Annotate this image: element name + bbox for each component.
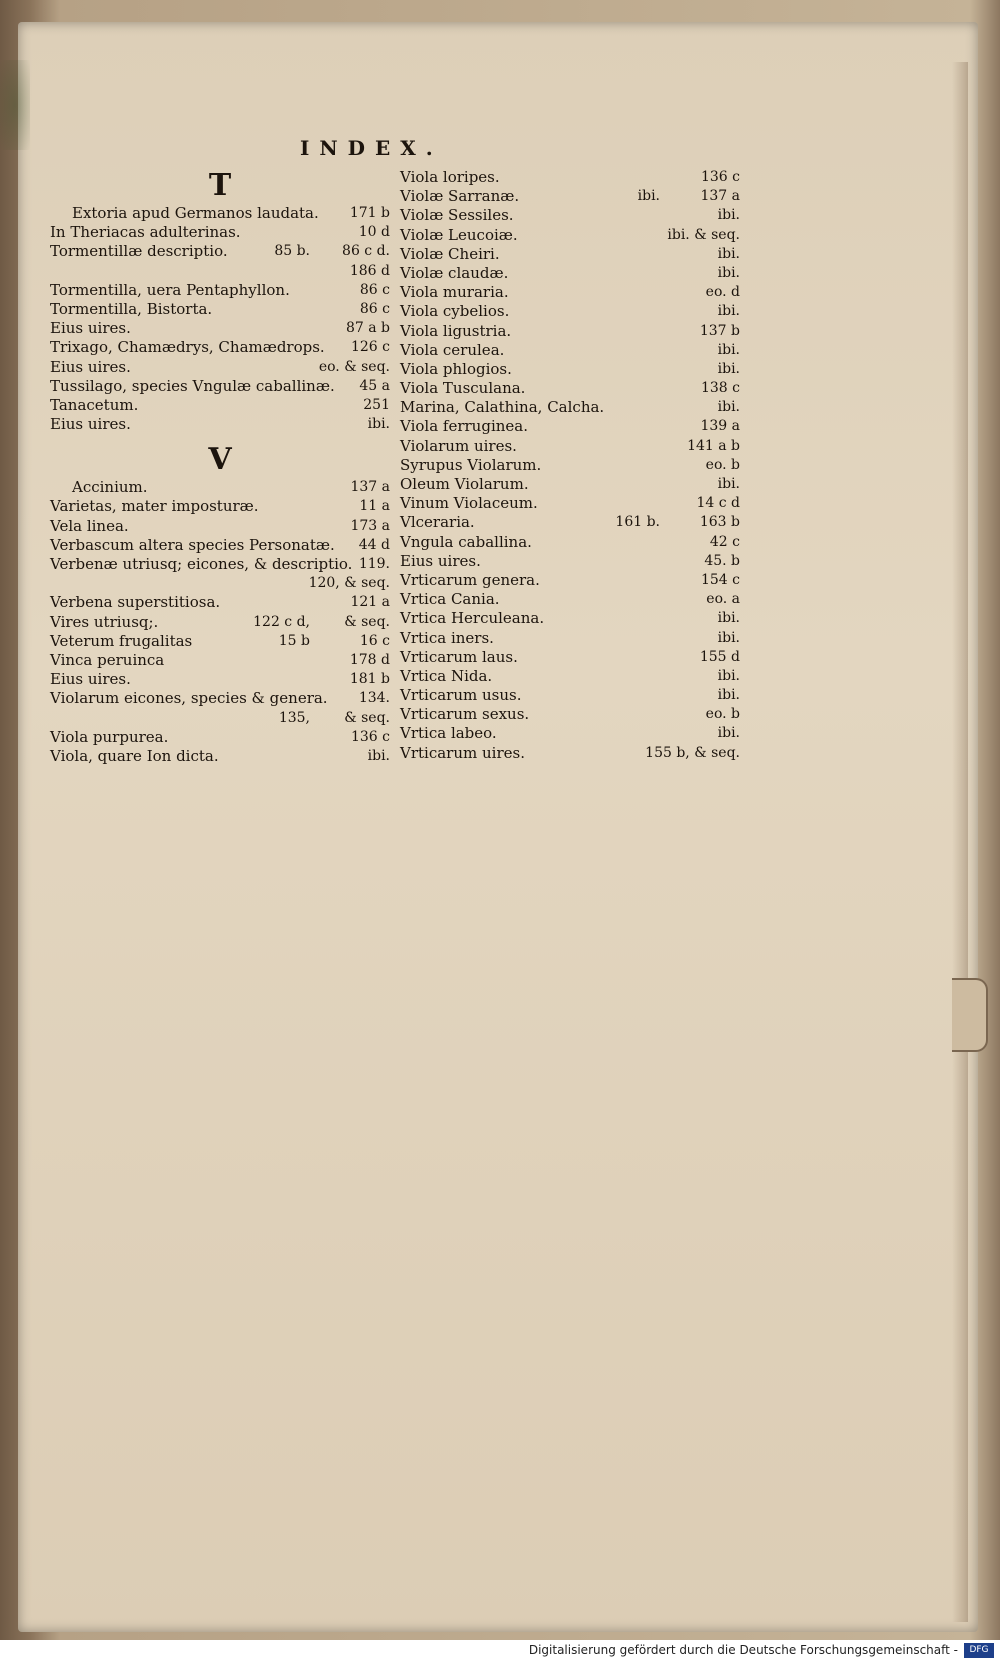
index-page-ref: ibi. [367,416,390,433]
footer-credit: Digitalisierung gefördert durch die Deutsche Forschungsgemeinschaft - [528,1643,958,1657]
index-page-ref: 137 a [350,479,390,496]
plant-stain [0,60,30,150]
index-entry [400,648,740,667]
index-page-ref: 137 a [700,188,740,205]
index-term: Oleum Violarum. [400,475,529,493]
index-term: Viola cerulea. [400,340,505,359]
index-entry [400,629,740,648]
index-term: Eius uires. [50,415,131,434]
index-page-ref-secondary: 135, [278,709,310,726]
index-entry [50,319,390,338]
index-entry [400,475,740,494]
index-entry [50,651,390,670]
index-entry [400,456,740,475]
index-page-ref: ibi. [717,399,740,416]
index-page-ref: 139 a [700,418,740,435]
index-entry [400,513,740,532]
index-page-ref: eo. b [705,706,740,723]
index-term: Violæ Cheiri. [400,244,500,263]
index-term: Tormentilla, uera Pentaphyllon. [50,280,290,299]
index-entry [50,478,390,497]
footer-bar [0,1640,1000,1661]
index-page-ref: ibi. [717,207,740,224]
index-page-ref: 45 a [359,377,390,394]
index-term: Trixago, Chamædrys, Chamædrops. [50,338,325,357]
index-page-ref: 121 a [350,594,390,611]
page-edge-shadow [952,62,968,1622]
index-page-ref: 155 d [699,648,740,665]
index-page-ref: 87 a b [345,320,390,337]
bookmark-tab [952,978,988,1052]
index-term: Vrticarum laus. [400,647,518,666]
index-term: Marina, Calathina, Calcha. [400,398,605,417]
right-column [400,168,740,763]
index-entry [400,609,740,628]
index-term: Viola ligustria. [400,321,512,340]
index-page-ref: 173 a [350,517,390,534]
index-page-ref: 126 c [350,339,390,356]
left-column [50,168,390,766]
index-term: Veterum frugalitas [50,631,193,650]
index-entry [400,206,740,225]
index-entry [400,437,740,456]
index-entry [50,281,390,300]
index-page-ref-secondary: 85 b. [274,243,310,260]
index-entry [50,593,390,612]
index-page-ref: & seq. [344,613,390,630]
index-term: Viola Tusculana. [400,379,526,398]
index-entry [50,377,390,396]
index-page-ref-secondary: ibi. [637,188,660,205]
section-letter-heading [50,442,390,478]
section-letter-heading [50,168,390,204]
index-page-ref: 141 a b [687,437,740,454]
index-term: Violarum eicones, species & genera. [50,689,328,708]
index-term: Eius uires. [50,319,131,338]
index-page-ref: 119. [358,556,390,572]
index-entry [50,536,390,555]
index-page-ref: ibi. [717,667,740,684]
index-entry [400,494,740,513]
index-term: Violæ Sarranæ. [400,187,520,206]
index-term: In Theriacas adulterinas. [50,223,241,242]
index-entry [50,632,390,651]
index-term: Violæ claudæ. [400,263,509,282]
index-term: Violæ Leucoiæ. [400,225,518,244]
index-entry [50,396,390,415]
index-entry [400,322,740,341]
index-term: Syrupus Violarum. [400,455,542,474]
index-term: Violarum uires. [400,436,517,455]
index-entry [400,283,740,302]
index-entry [400,571,740,590]
index-term: Eius uires. [50,670,131,689]
index-term: Verbena superstitiosa. [50,593,221,612]
index-entry [50,728,390,747]
index-term: Vrticarum sexus. [400,705,530,724]
index-term: Viola, quare Ion dicta. [50,746,219,765]
index-page-ref: 42 c [709,533,740,550]
index-entry [50,358,390,377]
index-term: Vela linea. [50,516,129,535]
index-page-ref: ibi. [717,245,740,262]
index-entry [400,226,740,245]
index-term: Tanacetum. [50,395,139,414]
index-page-ref: ibi. [717,476,740,492]
index-term: Extoria apud Germanos laudata. [72,204,319,222]
index-term: Tormentilla, Bistorta. [50,299,213,318]
index-entry [50,517,390,536]
section-letter: V [208,442,232,478]
index-page-ref: & seq. [344,709,390,726]
index-term: Vrtica Cania. [400,590,500,609]
index-term: Vrtica iners. [400,628,494,647]
index-entry [50,300,390,319]
index-page-ref: eo. b [705,456,740,473]
index-entry [400,168,740,187]
index-term: Vinum Violaceum. [400,494,538,513]
index-entry [50,497,390,516]
index-term: Vrtica Herculeana. [400,609,545,628]
index-page-ref: ibi. [367,747,390,764]
index-term: Violæ Sessiles. [400,206,514,225]
index-page-ref: 11 a [359,498,390,515]
index-page-ref: ibi. [717,725,740,742]
index-term: Vrticarum usus. [400,686,522,705]
index-page-ref: 178 d [349,651,390,668]
index-term: Vngula caballina. [400,532,532,551]
index-page-ref: 136 c [700,169,740,185]
index-page-ref: ibi. [717,687,740,704]
index-page-ref: ibi. [717,360,740,377]
index-page-ref-secondary: 161 b. [615,514,660,531]
index-term: Vinca peruinca [50,650,165,669]
index-entry [400,552,740,571]
page-header: INDEX. [300,136,443,160]
index-term: Viola cybelios. [400,302,510,321]
index-page-ref: 45. b [704,552,740,569]
index-term: Varietas, mater imposturæ. [50,497,259,516]
index-entry [50,242,390,261]
index-term: Viola ferruginea. [400,417,528,436]
index-entry [400,341,740,360]
index-page-ref: 154 c [700,571,740,588]
index-term: Verbascum altera species Personatæ. [50,535,335,554]
index-term: Vlceraria. [400,513,475,532]
index-page-ref: ibi. [717,610,740,627]
index-entry [400,705,740,724]
index-term: Tussilago, species Vngulæ caballinæ. [50,376,335,395]
index-entry [50,689,390,708]
index-term: Viola loripes. [400,168,500,186]
index-term: Verbenæ utriusq; eicones, & descriptio. [50,555,353,573]
index-term: Vrtica labeo. [400,724,497,743]
index-page-ref: ibi. [717,629,740,646]
index-page-ref: 181 b [349,671,390,688]
index-page-ref: 44 d [358,536,390,553]
index-term: Eius uires. [400,551,481,570]
index-entry [50,338,390,357]
index-page-ref: ibi. [717,303,740,320]
index-page-ref: 171 b [349,205,390,221]
index-page-ref: ibi. & seq. [667,226,740,243]
index-entry [50,613,390,632]
dfg-logo: DFG [964,1643,994,1658]
index-entry [400,245,740,264]
index-term: Vrticarum uires. [400,743,525,762]
index-entry [50,670,390,689]
index-entry [50,747,390,766]
index-entry [400,360,740,379]
index-page-ref: 86 c d. [342,243,390,260]
index-page-ref-secondary: 15 b [278,632,310,649]
index-entry [400,724,740,743]
index-entry [50,709,390,728]
index-page-ref: 138 c [700,380,740,397]
index-page-ref-secondary: 122 c d, [253,613,310,630]
index-entry [400,667,740,686]
index-page-ref: eo. & seq. [318,358,390,375]
index-page-ref: ibi. [717,264,740,281]
index-entry [400,264,740,283]
index-page-ref: 10 d [358,224,390,241]
index-page-ref: 120, & seq. [308,575,390,592]
index-page-ref: eo. d [705,284,740,301]
index-entry [50,223,390,242]
index-entry [400,533,740,552]
index-term: Accinium. [72,478,148,497]
index-page-ref: 136 c [350,728,390,745]
index-entry [400,686,740,705]
index-page-ref: 186 d [349,262,390,279]
index-term: Vrtica Nida. [400,666,493,685]
index-entry [400,417,740,436]
index-page-ref: 137 b [699,322,740,339]
index-entry [400,187,740,206]
index-term: Viola muraria. [400,283,509,302]
index-term: Tormentillæ descriptio. [50,242,228,261]
index-page-ref: 86 c [359,300,390,317]
index-entry [400,302,740,321]
index-term: Viola purpurea. [50,727,169,746]
index-term: Vires utriusq;. [50,612,159,631]
section-letter: T [208,168,232,203]
index-term: Vrticarum genera. [400,570,540,589]
index-page-ref: 14 c d [696,495,740,512]
index-entry [50,415,390,434]
index-term: Viola phlogios. [400,359,512,378]
index-entry [400,744,740,763]
index-entry [50,262,390,281]
index-page-ref: 163 b [699,514,740,531]
index-entry [50,555,390,574]
index-entry [50,204,390,223]
index-entry [400,590,740,609]
index-page-ref: 251 [363,396,390,413]
index-entry [400,379,740,398]
index-page-ref: 134. [358,690,390,707]
index-entry [400,398,740,417]
index-page-ref: ibi. [717,341,740,358]
index-entry [50,574,390,593]
index-page-ref: eo. a [706,591,740,608]
index-term: Eius uires. [50,357,131,376]
index-page-ref: 16 c [359,632,390,649]
index-page-ref: 86 c [359,281,390,298]
index-page-ref: 155 b, & seq. [645,744,740,761]
